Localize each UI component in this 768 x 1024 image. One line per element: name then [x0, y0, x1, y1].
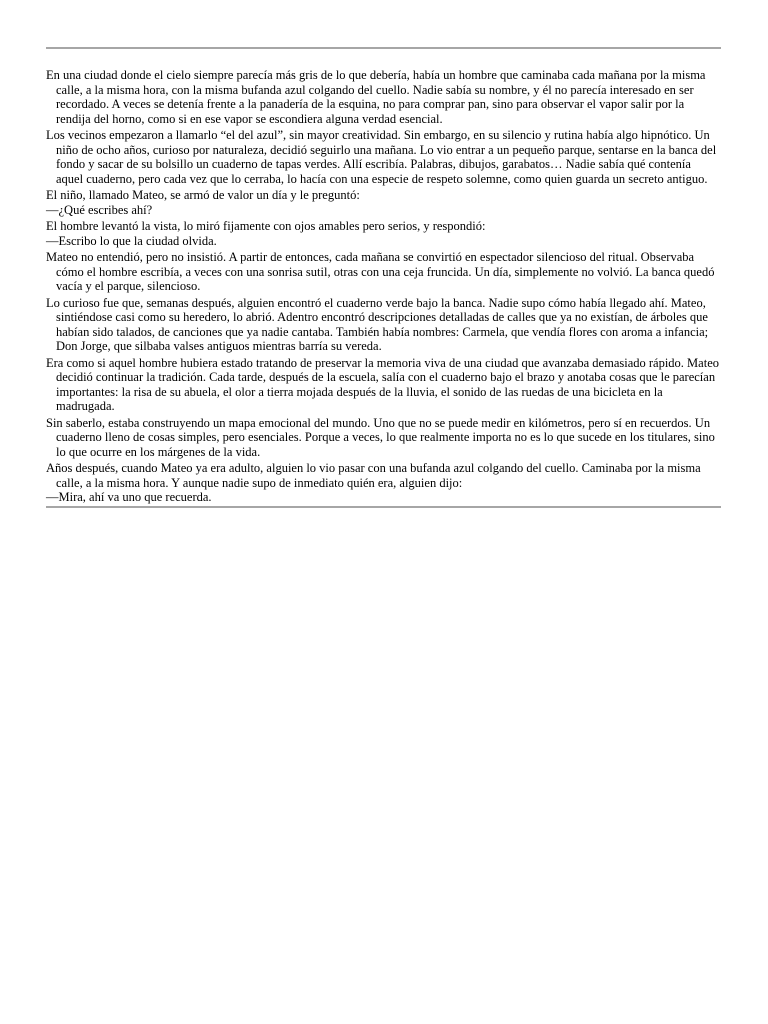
paragraph-text: Años después, cuando Mateo ya era adulto, alguien lo vio pasar con una bufanda azul colgando del cuello. Caminaba por la misma calle, a la misma hora. Y aunque nadie supo de inmediato quién era, alguien dijo: — [46, 461, 701, 490]
paragraph — [46, 296, 721, 354]
paragraph — [46, 188, 721, 217]
paragraph — [46, 128, 721, 186]
paragraph-text: En una ciudad donde el cielo siempre parecía más gris de lo que debería, había un hombre que caminaba cada mañana por la misma calle, a la misma hora, con la misma bufanda azul colgando del cuello. Nadie sabía su nombre, y él no parecía interesado en ser recordado. A veces se detenía frente a la panadería de la esquina, no para comprar pan, sino para observar el vapor salir por la rendija del horno, como si en ese vapor se escondiera alguna verdad esencial. — [46, 68, 706, 126]
paragraph-text: Sin saberlo, estaba construyendo un mapa emocional del mundo. Uno que no se puede medir en kilómetros, pero sí en recuerdos. Un cuaderno lleno de cosas simples, pero esenciales. Porque a veces, lo que realmente importa no es lo que sucede en los titulares, sino lo que ocurre en los márgenes de la vida. — [46, 415, 715, 459]
document-body — [46, 47, 721, 508]
paragraph-text: Lo curioso fue que, semanas después, alguien encontró el cuaderno verde bajo la banca. Nadie supo cómo había llegado ahí. Mateo, sintiéndose casi como su heredero, lo abrió. Adentro encontró descripciones detalladas de calles que ya no existían, de árboles que habían sido talados, de canciones que ya nadie cantaba. También había nombres: Carmela, que vendía flores con aroma a infancia; Don Jorge, que silbaba valses antiguos mientras barría su vereda. — [46, 295, 709, 353]
paragraph — [46, 356, 721, 414]
paragraph-text: Mateo no entendió, pero no insistió. A partir de entonces, cada mañana se convirtió en espectador silencioso del ritual. Observaba cómo el hombre escribía, a veces con una sonrisa sutil, otras con una ceja fruncida. Un día, simplemente no volvió. La banca quedó vacía y el parque, silencioso. — [46, 250, 715, 293]
paragraph — [46, 68, 721, 126]
dialogue-line: —Escribo lo que la ciudad olvida. — [46, 233, 217, 248]
paragraph-text: El hombre levantó la vista, lo miró fijamente con ojos amables pero serios, y respondió: — [46, 219, 486, 233]
paragraph — [46, 250, 721, 294]
dialogue-line: —Mira, ahí va uno que recuerda. — [46, 490, 212, 504]
paragraph — [46, 461, 721, 505]
paragraph-text: El niño, llamado Mateo, se armó de valor un día y le preguntó: — [46, 188, 360, 202]
paragraph-text: Era como si aquel hombre hubiera estado tratando de preservar la memoria viva de una ciudad que avanzaba demasiado rápido. Mateo decidió continuar la tradición. Cada tarde, después de la escuela, salía con el cuaderno bajo el brazo y anotaba cosas que le parecían importantes: la risa de su abuela, el olor a tierra mojada después de la lluvia, el sonido de las ruedas de una bicicleta en la madrugada. — [46, 355, 719, 413]
paragraph — [46, 416, 721, 460]
dialogue-line: —¿Qué escribes ahí? — [46, 202, 153, 217]
paragraph-text: Los vecinos empezaron a llamarlo “el del azul”, sin mayor creatividad. Sin embargo, en su silencio y rutina había algo hipnótico. Un niño de ocho años, curioso por naturaleza, decidió seguirlo una mañana. Lo vio entrar a un pequeño parque, sentarse en la banca del fondo y sacar de su bolsillo un cuaderno de tapas verdes. Allí escribía. Palabras, dibujos, garabatos… Nadie sabía qué contenía aquel cuaderno, pero cada vez que lo cerraba, lo hacía con una especie de respeto solemne, como quien guarda un secreto antiguo. — [46, 128, 717, 186]
paragraph — [46, 219, 721, 248]
